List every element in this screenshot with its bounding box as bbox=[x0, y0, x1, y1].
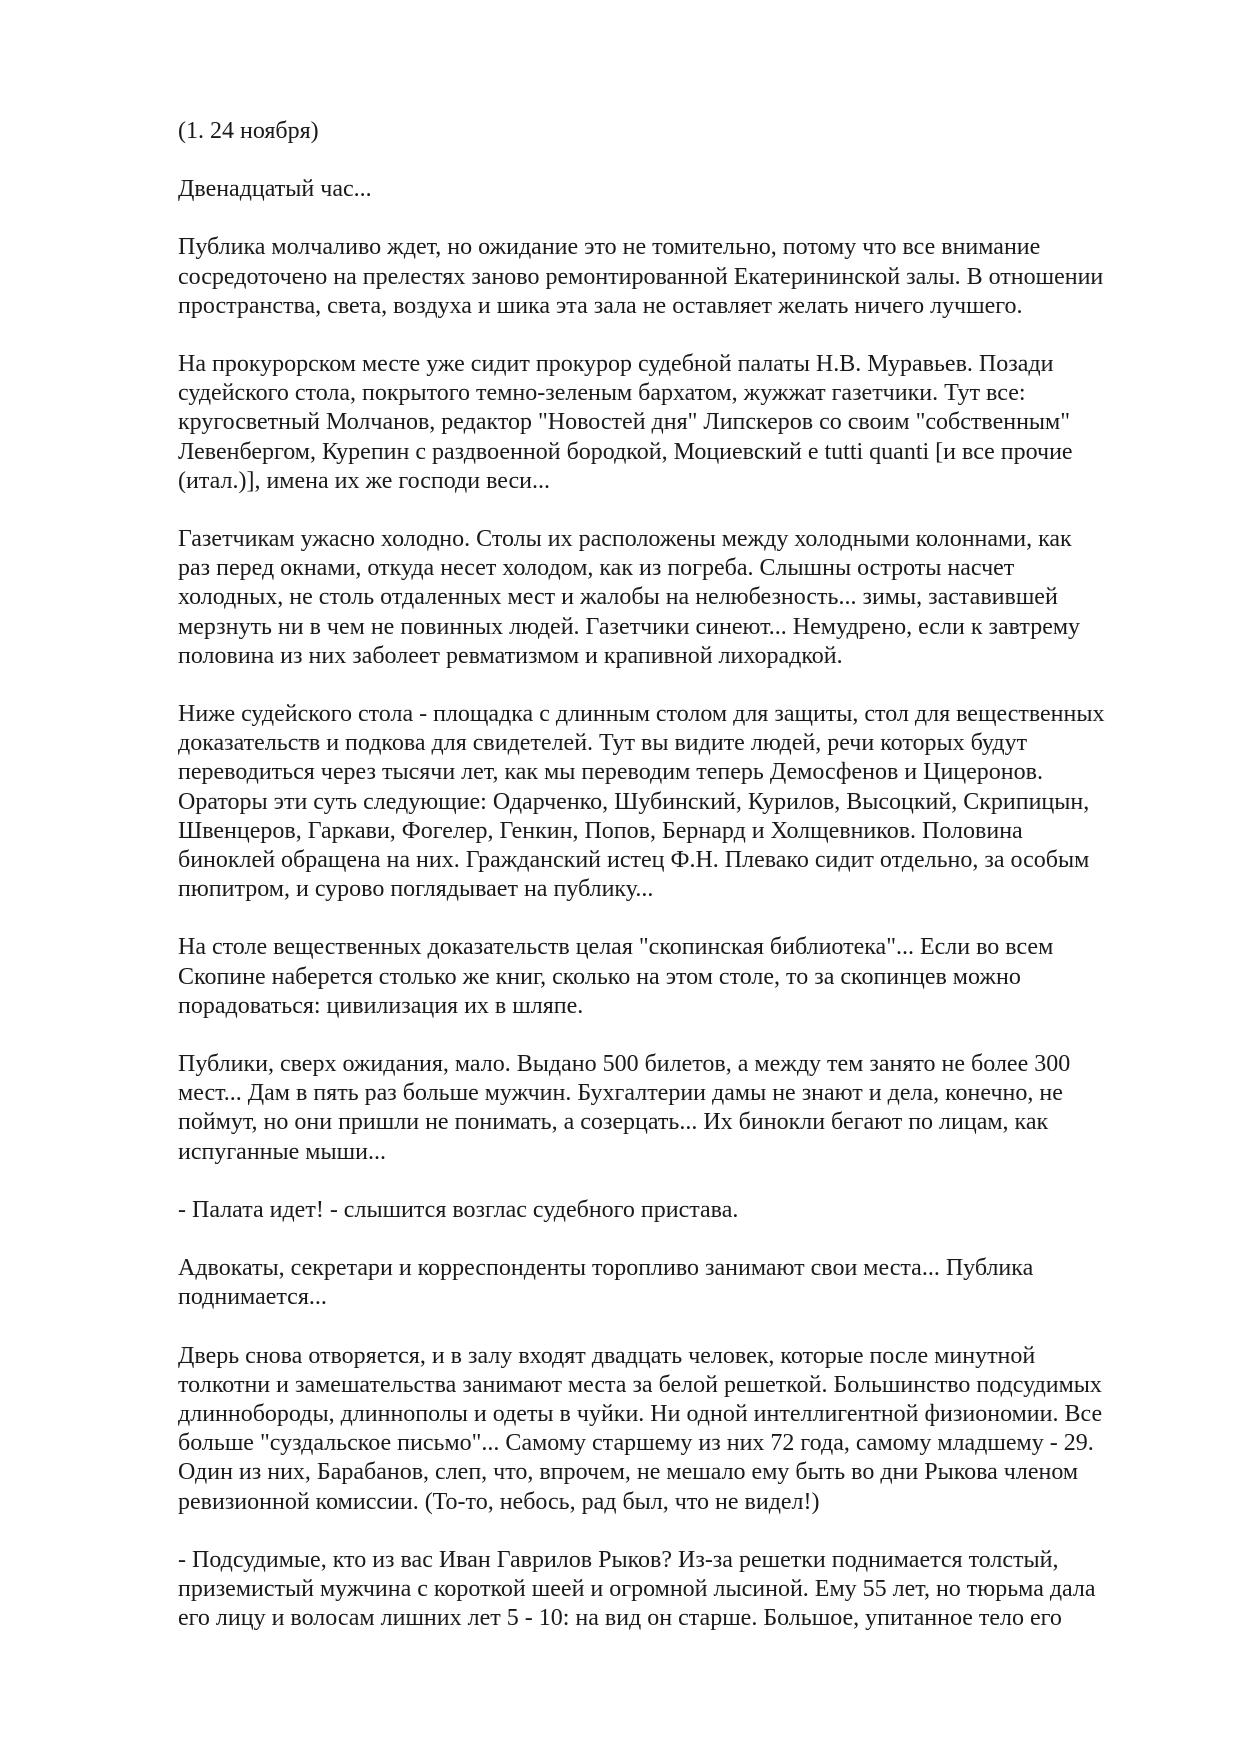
paragraph-advocates-rise: Адвокаты, секретари и корреспонденты торопливо занимают свои места... Публика поднимается... bbox=[178, 1255, 1034, 1311]
paragraph-defendants-enter: Дверь снова отворяется, и в залу входят двадцать человек, которые после минутной толкотни и замешательства занимают места за белой решеткой. Большинство подсудимых длиннобороды, длиннополы и одеты в чуйки. Ни одной интеллигентной физиономии. Все больше "суздальское письмо"... Самому старшему из них 72 года, самому младшему - 29. Один из них, Барабанов, слеп, что, впрочем, не мешало ему быть во дни Рыкова членом ревизионной комиссии. (То-то, небось, рад был, что не видел!) bbox=[178, 1342, 1103, 1515]
paragraph-journalists-cold: Газетчикам ужасно холодно. Столы их расположены между холодными колоннами, как раз перед окнами, откуда несет холодом, как из погреба. Слышны остроты насчет холодных, не столь отдаленных мест и жалобы на нелюбезность... зимы, заставившей мерзнуть ни в чем не повинных людей. Газетчики синеют... Немудрено, если к завтрему половина из них заболеет ревматизмом и крапивной лихорадкой. bbox=[178, 526, 1081, 669]
date-heading: (1. 24 ноября) bbox=[178, 118, 319, 144]
paragraph-audience-waits: Публика молчаливо ждет, но ожидание это не томительно, потому что все внимание сосредоточено на прелестях заново ремонтированной Екатерининской залы. В отношении пространства, света, воздуха и шика эта зала не оставляет желать ничего лучшего. bbox=[178, 234, 1104, 319]
paragraph-prosecutor: На прокурорском месте уже сидит прокурор судебной палаты Н.В. Муравьев. Позади судейского стола, покрытого темно-зеленым бархатом, жужжат газетчики. Тут все: кругосветный Молчанов, редактор "Новостей дня" Липскеров со своим "собственным" Левенбергом, Курепин с раздвоенной бородкой, Моциевский e tutti quanti [и все прочие (итал.)], имена их же господи веси... bbox=[178, 351, 1073, 494]
paragraph-bailiff-call: - Палата идет! - слышится возглас судебного пристава. bbox=[178, 1196, 739, 1223]
paragraph-time: Двенадцатый час... bbox=[178, 176, 372, 203]
document-page bbox=[178, 117, 1178, 1633]
paragraph-rykov: - Подсудимые, кто из вас Иван Гаврилов Рыков? Из-за решетки поднимается толстый, приземистый мужчина с короткой шеей и огромной лысиной. Ему 55 лет, но тюрьма дала его лицу и волосам лишних лет 5 - 10: на вид он старше. Большое, упитанное тело его bbox=[178, 1546, 1096, 1632]
paragraph-defense-table: Ниже судейского стола - площадка с длинным столом для защиты, стол для вещественных доказательств и подкова для свидетелей. Тут вы видите людей, речи которых будут переводиться через тысячи лет, как мы переводим теперь Демосфенов и Цицеронов. Ораторы эти суть следующие: Одарченко, Шубинский, Курилов, Высоцкий, Скрипицын, Швенцеров, Гаркави, Фогелер, Генкин, Попов, Бернард и Холщевников. Половина биноклей обращена на них. Гражданский истец Ф.Н. Плевако сидит отдельно, за особым пюпитром, и сурово поглядывает на публику... bbox=[178, 701, 1105, 903]
paragraph-evidence-table: На столе вещественных доказательств целая "скопинская библиотека"... Если во всем Скопине наберется столько же книг, сколько на этом столе, то за скопинцев можно порадоваться: цивилизация их в шляпе. bbox=[178, 934, 1054, 1019]
paragraph-audience-count: Публики, сверх ожидания, мало. Выдано 500 билетов, а между тем занято не более 300 мест... Дам в пять раз больше мужчин. Бухгалтерии дамы не знают и дела, конечно, не поймут, но они пришли не понимать, а созерцать... Их бинокли бегают по лицам, как испуганные мыши... bbox=[178, 1051, 1071, 1165]
